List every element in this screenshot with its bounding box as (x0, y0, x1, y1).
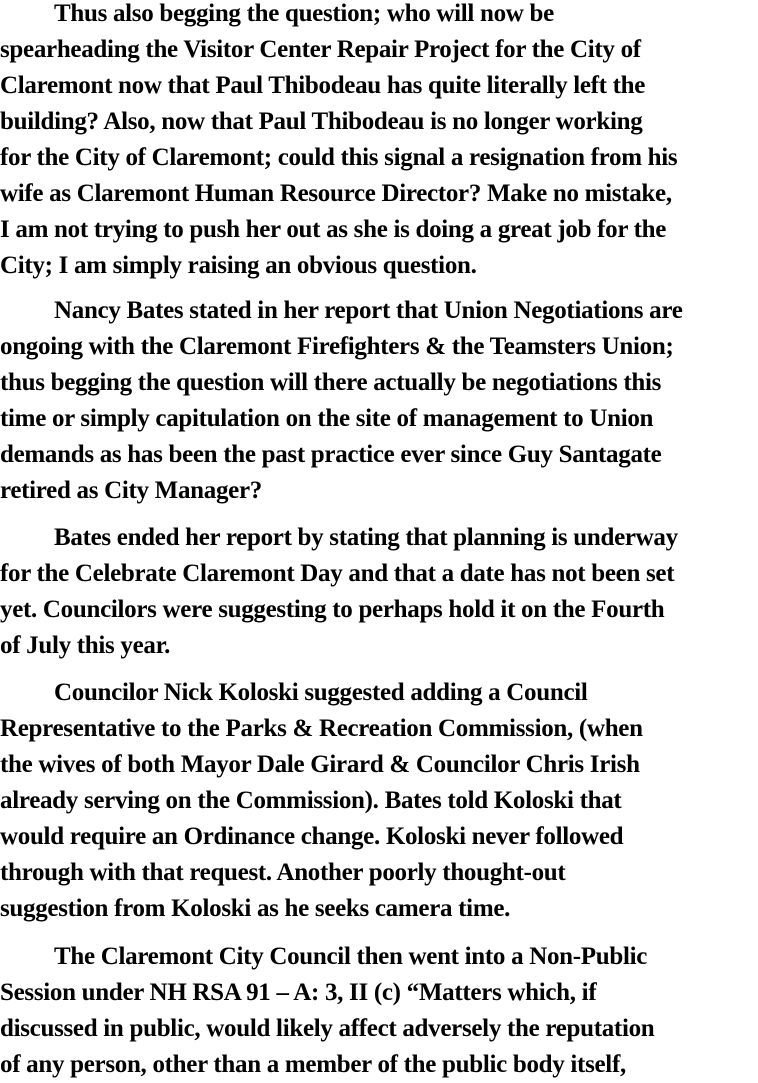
text-line: would require an Ordinance change. Koloski never followed (0, 823, 624, 850)
text-line: Representative to the Parks & Recreation Commission, (when (0, 715, 643, 742)
text-line: suggestion from Koloski as he seeks camera time. (0, 895, 511, 922)
text-line: through with that request. Another poorly thought-out (0, 859, 566, 886)
text-line: Councilor Nick Koloski suggested adding a Council (54, 679, 588, 706)
text-line: spearheading the Visitor Center Repair Project for the City of (0, 36, 641, 63)
text-line: yet. Councilors were suggesting to perhaps hold it on the Fourth (0, 596, 665, 623)
text-line: already serving on the Commission). Bates told Koloski that (0, 787, 622, 814)
text-line: of any person, other than a member of the public body itself, (0, 1051, 626, 1078)
text-line: for the Celebrate Claremont Day and that a date has not been set (0, 560, 675, 587)
text-line: retired as City Manager? (0, 477, 262, 504)
text-line: thus begging the question will there actually be negotiations this (0, 369, 662, 396)
text-line: building? Also, now that Paul Thibodeau is no longer working (0, 108, 643, 135)
text-line: wife as Claremont Human Resource Director? Make no mistake, (0, 180, 672, 207)
text-line: I am not trying to push her out as she is doing a great job for the (0, 216, 667, 243)
text-line: Bates ended her report by stating that planning is underway (54, 524, 678, 551)
text-line: Thus also begging the question; who will now be (54, 0, 554, 27)
text-line: demands as has been the past practice ever since Guy Santagate (0, 441, 662, 468)
text-line: City; I am simply raising an obvious question. (0, 252, 477, 279)
text-line: for the City of Claremont; could this signal a resignation from his (0, 144, 678, 171)
text-line: Session under NH RSA 91 – A: 3, II (c) “Matters which, if (0, 979, 597, 1006)
text-line: Nancy Bates stated in her report that Union Negotiations are (54, 297, 683, 324)
text-line: the wives of both Mayor Dale Girard & Councilor Chris Irish (0, 751, 640, 778)
text-line: time or simply capitulation on the site of management to Union (0, 405, 654, 432)
text-line: ongoing with the Claremont Firefighters & the Teamsters Union; (0, 333, 674, 360)
text-line: The Claremont City Council then went into a Non-Public (54, 943, 648, 970)
text-line: discussed in public, would likely affect adversely the reputation (0, 1015, 655, 1042)
text-line: of July this year. (0, 632, 171, 659)
text-line: Claremont now that Paul Thibodeau has quite literally left the (0, 72, 646, 99)
